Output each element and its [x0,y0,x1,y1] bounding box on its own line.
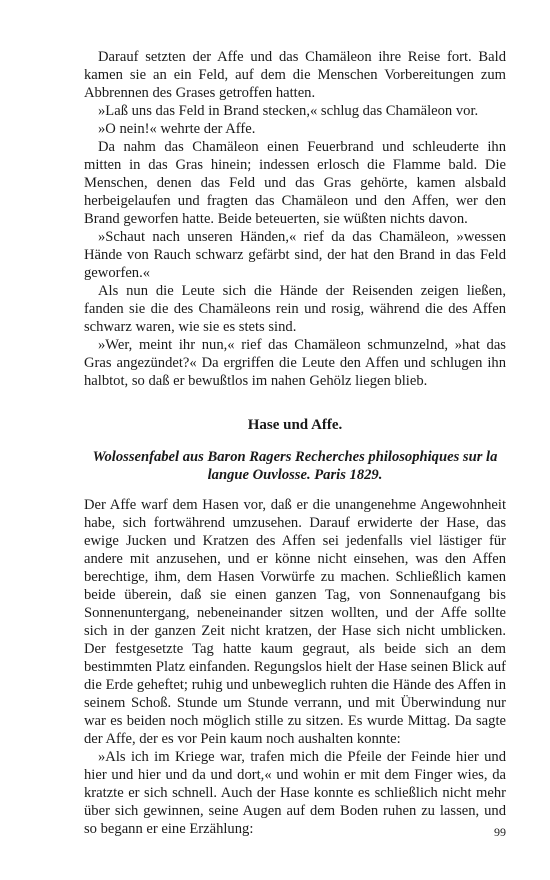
section-title: Hase und Affe. [247,417,343,433]
page-number: 99 [494,825,506,839]
paragraph: Darauf setzten der Affe und das Chamäleon ihre Reise fort. Bald kamen sie an ein Feld, auf dem die Menschen Vorbereitungen zum Abbrennen des Grases getroffen hatten. [84,49,506,101]
paragraph: »O nein!« wehrte der Affe. [98,121,256,137]
story-hase-und-affe [84,416,506,838]
paragraph: Als nun die Leute sich die Hände der Reisenden zeigen ließen, fanden sie die des Chamäleons rein und rosig, während die des Affen schwarz waren, wie sie es stets sind. [84,283,506,335]
paragraph: Der Affe warf dem Hasen vor, daß er die unangenehme Angewohnheit habe, sich fortwährend umzusehen. Darauf erwiderte der Hase, das ewige Jucken und Kratzen des Affen sei jedenfalls viel lästiger für andere mit anzusehen, und er könne nicht einsehen, was den Affen berechtige, ihm, dem Hasen Vorwürfe zu machen. Schließlich kamen beide überein, daß sie einen ganzen Tag, von Sonnenaufgang bis Sonnenuntergang, nebeneinander sitzen wollten, und der Affe sollte sich in der ganzen Zeit nicht kratzen, der Hase sich nicht umblicken. Der festgesetzte Tag hatte kaum gegraut, als beide sich an dem bestimmten Platz einfanden. Regungslos hielt der Hase seinen Blick auf die Erde geheftet; ruhig und unbeweglich ruhten die Hände des Affen in seinem Schoß. Stunde um Stunde verrann, und mit Überwindung nur war es beiden noch möglich stille zu sitzen. Es wurde Mittag. Da sagte der Affe, der es vor Pein kaum noch aushalten konnte: [84,497,506,747]
paragraph: Da nahm das Chamäleon einen Feuerbrand und schleuderte ihn mitten in das Gras hinein; indessen erlosch die Flamme bald. Die Menschen, denen das Feld und das Gras gehörte, kamen alsbald herbeigelaufen und fragten das Chamäleon und den Affen, wer den Brand geworfen hatte. Beide beteuerten, sie wüßten nichts davon. [84,139,506,227]
paragraph: »Als ich im Kriege war, trafen mich die Pfeile der Feinde hier und hier und hier und da und dort,« und wohin er mit dem Finger wies, da kratzte er sich schnell. Auch der Hase konnte es schließlich nicht mehr über sich gewinnen, seine Augen auf dem Boden ruhen zu lassen, und so begann er eine Erzählung: [84,749,506,837]
story-chameleon-ending [84,48,506,390]
paragraph: »Schaut nach unseren Händen,« rief da das Chamäleon, »wessen Hände von Rauch schwarz gefärbt sind, der hat den Brand in das Feld geworfen.« [84,229,506,281]
paragraph: »Wer, meint ihr nun,« rief das Chamäleon schmunzelnd, »hat das Gras angezündet?« Da ergriffen die Leute den Affen und schlugen ihn halbtot, so daß er bewußtlos im nahen Gehölz liegen blieb. [84,337,506,389]
section-subtitle: Wolossenfabel aus Baron Ragers Recherches philosophiques sur la langue Ouvlosse. Paris 1829. [92,449,498,483]
paragraph: »Laß uns das Feld in Brand stecken,« schlug das Chamäleon vor. [98,103,479,119]
book-page [84,48,506,838]
